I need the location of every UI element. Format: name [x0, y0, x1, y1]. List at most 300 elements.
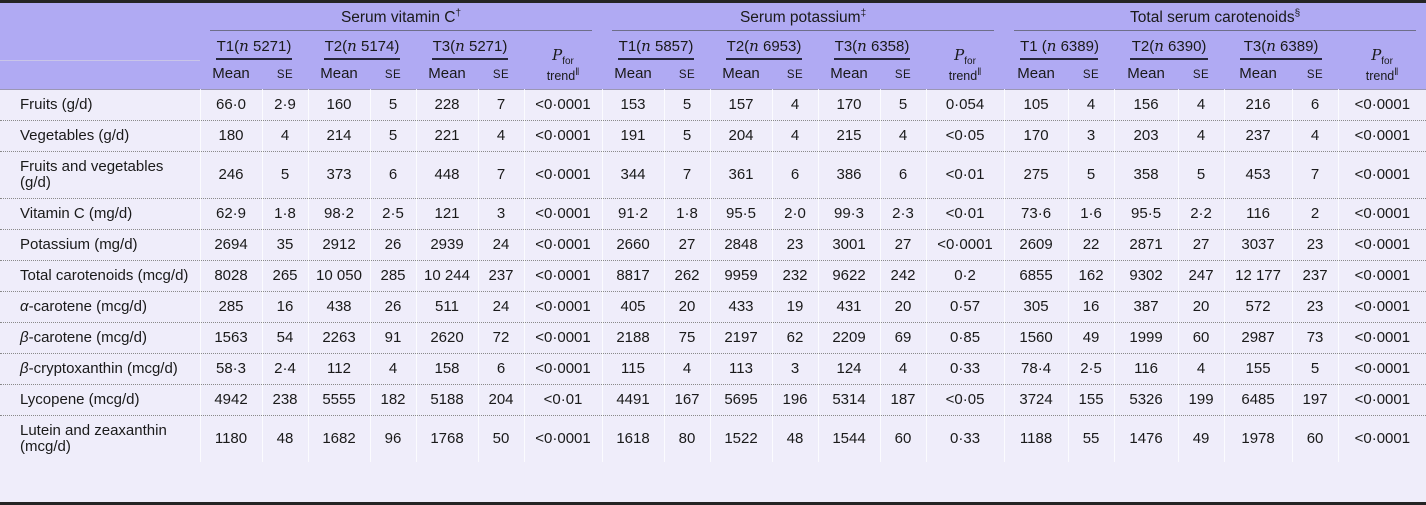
data-cell: 2·3	[880, 199, 926, 230]
data-cell: 16	[1068, 292, 1114, 323]
data-cell: 60	[1178, 323, 1224, 354]
mean-header: Mean	[1239, 65, 1277, 83]
data-cell: 285	[370, 261, 416, 292]
row-label	[0, 416, 200, 463]
data-cell: 24	[478, 230, 524, 261]
data-cell: 6	[370, 152, 416, 199]
se-header	[1178, 60, 1224, 90]
data-cell: 4	[664, 354, 710, 385]
row-label	[0, 354, 200, 385]
se-header	[262, 60, 308, 90]
data-cell: 7	[1292, 152, 1338, 199]
data-cell: 20	[880, 292, 926, 323]
data-cell: <0·0001	[1338, 292, 1426, 323]
data-cell: 20	[664, 292, 710, 323]
row-label	[0, 385, 200, 416]
table-row	[0, 121, 1426, 152]
tertile-label-pre: T2(	[726, 38, 750, 56]
data-cell: 1·6	[1068, 199, 1114, 230]
table-body	[0, 90, 1426, 463]
data-cell: <0·0001	[524, 261, 602, 292]
row-label-text: Lutein and zeaxanthin (mcg/d)	[20, 422, 167, 456]
data-cell: 98·2	[308, 199, 370, 230]
data-cell: 113	[710, 354, 772, 385]
table-row	[0, 261, 1426, 292]
table-row	[0, 323, 1426, 354]
data-cell: 0·054	[926, 90, 1004, 121]
mean-se-header-row	[0, 60, 1426, 90]
row-label	[0, 199, 200, 230]
row-label-text: -cryptoxanthin (mcg/d)	[28, 360, 178, 378]
tertile-label-n: 6389)	[1275, 38, 1319, 56]
data-cell: 170	[818, 90, 880, 121]
data-cell: 1188	[1004, 416, 1068, 463]
data-cell: 199	[1178, 385, 1224, 416]
data-cell: 26	[370, 292, 416, 323]
data-cell: 2848	[710, 230, 772, 261]
data-cell: 91	[370, 323, 416, 354]
data-cell: 196	[772, 385, 818, 416]
data-cell: 121	[416, 199, 478, 230]
data-cell: <0·0001	[926, 230, 1004, 261]
mean-header: Mean	[614, 65, 652, 83]
tertile-label-pre: T3(	[834, 38, 858, 56]
data-cell: 60	[1292, 416, 1338, 463]
data-cell: 105	[1004, 90, 1068, 121]
data-cell: <0·0001	[524, 416, 602, 463]
data-cell: 75	[664, 323, 710, 354]
data-cell: 242	[880, 261, 926, 292]
data-cell: 80	[664, 416, 710, 463]
data-cell: 215	[818, 121, 880, 152]
se-label: SE	[276, 69, 294, 82]
n-symbol: n	[857, 37, 867, 56]
data-cell: 275	[1004, 152, 1068, 199]
data-cell: 344	[602, 152, 664, 199]
data-cell: 4	[772, 121, 818, 152]
trend-label: trend	[948, 69, 978, 84]
se-header	[772, 60, 818, 90]
data-cell: 0·2	[926, 261, 1004, 292]
mean-header: Mean	[320, 65, 358, 83]
data-cell: 386	[818, 152, 880, 199]
data-cell: 7	[478, 152, 524, 199]
row-label-text: Total carotenoids (mcg/d)	[20, 267, 189, 285]
se-header	[664, 60, 710, 90]
data-cell: 2263	[308, 323, 370, 354]
p-sub-for: for	[964, 56, 976, 68]
data-cell: 1·8	[664, 199, 710, 230]
data-cell: <0·0001	[524, 230, 602, 261]
row-label	[0, 121, 200, 152]
se-header	[478, 60, 524, 90]
data-cell: 49	[1178, 416, 1224, 463]
data-cell: 66·0	[200, 90, 262, 121]
data-cell: 170	[1004, 121, 1068, 152]
data-cell: 73·6	[1004, 199, 1068, 230]
group-header-carotenoids	[1004, 3, 1426, 31]
data-cell: 5	[664, 121, 710, 152]
footnote-marker: ‖	[575, 66, 580, 78]
data-cell: 153	[602, 90, 664, 121]
data-cell: 8028	[200, 261, 262, 292]
tertile-label-n: 6389)	[1056, 38, 1099, 56]
data-cell: 6	[1292, 90, 1338, 121]
tertile-label-pre: T2(	[1131, 38, 1155, 56]
data-cell: 431	[818, 292, 880, 323]
data-cell: 5	[370, 121, 416, 152]
data-cell: 1560	[1004, 323, 1068, 354]
stub-header-cell	[0, 60, 200, 90]
data-cell: 2·5	[370, 199, 416, 230]
se-header	[1292, 60, 1338, 90]
data-cell: 204	[478, 385, 524, 416]
data-cell: 187	[880, 385, 926, 416]
tertile-header	[710, 31, 818, 60]
tertile-label-pre: T1(	[618, 38, 642, 56]
data-cell: 167	[664, 385, 710, 416]
tertile-header	[818, 31, 926, 60]
data-cell: 54	[262, 323, 308, 354]
n-symbol: n	[455, 37, 465, 56]
data-cell: 7	[478, 90, 524, 121]
data-cell: 2871	[1114, 230, 1178, 261]
data-cell: <0·0001	[1338, 261, 1426, 292]
n-symbol: n	[641, 37, 651, 56]
data-cell: 158	[416, 354, 478, 385]
tertile-header	[416, 31, 524, 60]
tertile-label-pre: T1 (	[1020, 38, 1047, 56]
data-cell: 0·85	[926, 323, 1004, 354]
data-cell: 1768	[416, 416, 478, 463]
data-cell: <0·0001	[1338, 385, 1426, 416]
data-cell: 62	[772, 323, 818, 354]
data-cell: <0·01	[524, 385, 602, 416]
group-title: Total serum carotenoids	[1130, 9, 1295, 27]
mean-header: Mean	[428, 65, 466, 83]
data-cell: 361	[710, 152, 772, 199]
data-cell: 5314	[818, 385, 880, 416]
data-cell: 3001	[818, 230, 880, 261]
row-label	[0, 292, 200, 323]
tertile-label-n: 5857)	[650, 38, 694, 56]
data-cell: 4942	[200, 385, 262, 416]
data-cell: 387	[1114, 292, 1178, 323]
row-label-text: -carotene (mcg/d)	[28, 298, 147, 316]
data-cell: 155	[1068, 385, 1114, 416]
data-cell: <0·0001	[1338, 354, 1426, 385]
p-sub-for: for	[1381, 56, 1393, 68]
data-cell: 448	[416, 152, 478, 199]
mean-header: Mean	[830, 65, 868, 83]
data-cell: 96	[370, 416, 416, 463]
se-label: SE	[384, 69, 402, 82]
data-cell: 55	[1068, 416, 1114, 463]
data-cell: 572	[1224, 292, 1292, 323]
p-for-trend-header	[926, 31, 1004, 90]
tertile-header	[602, 31, 710, 60]
tertile-header	[200, 31, 308, 60]
data-cell: 4	[370, 354, 416, 385]
data-cell: 2	[1292, 199, 1338, 230]
se-label: SE	[678, 69, 696, 82]
data-cell: 26	[370, 230, 416, 261]
data-cell: 62·9	[200, 199, 262, 230]
data-cell: 511	[416, 292, 478, 323]
data-cell: 6	[772, 152, 818, 199]
data-cell: 1522	[710, 416, 772, 463]
data-cell: 3037	[1224, 230, 1292, 261]
footnote-marker: †	[455, 8, 462, 19]
greek-letter: β	[20, 329, 29, 347]
data-cell: 9302	[1114, 261, 1178, 292]
data-cell: 162	[1068, 261, 1114, 292]
data-cell: 433	[710, 292, 772, 323]
se-label: SE	[1192, 69, 1210, 82]
data-cell: 23	[1292, 292, 1338, 323]
data-cell: 4	[1068, 90, 1114, 121]
tertile-label-pre: T1(	[216, 38, 240, 56]
tertile-label-n: 5271)	[248, 38, 292, 56]
data-cell: 8817	[602, 261, 664, 292]
data-cell: 2197	[710, 323, 772, 354]
se-header	[370, 60, 416, 90]
p-for-trend-header	[524, 31, 602, 90]
data-cell: 124	[818, 354, 880, 385]
n-symbol: n	[239, 37, 249, 56]
data-cell: 10 050	[308, 261, 370, 292]
data-cell: 1999	[1114, 323, 1178, 354]
data-cell: 160	[308, 90, 370, 121]
data-cell: 23	[1292, 230, 1338, 261]
data-cell: <0·0001	[1338, 199, 1426, 230]
data-cell: 221	[416, 121, 478, 152]
results-table	[0, 3, 1426, 462]
data-cell: 247	[1178, 261, 1224, 292]
footnote-marker: ‡	[860, 8, 867, 19]
tertile-header	[1004, 31, 1114, 60]
data-cell: 23	[772, 230, 818, 261]
data-cell: 204	[710, 121, 772, 152]
row-label	[0, 90, 200, 121]
data-cell: 237	[1224, 121, 1292, 152]
data-cell: 20	[1178, 292, 1224, 323]
data-cell: 91·2	[602, 199, 664, 230]
data-cell: 3	[772, 354, 818, 385]
tertile-label-pre: T2(	[324, 38, 348, 56]
data-cell: 5	[370, 90, 416, 121]
data-cell: 232	[772, 261, 818, 292]
row-label-text: Fruits (g/d)	[20, 96, 93, 114]
group-header-potassium	[602, 3, 1004, 31]
data-cell: 2660	[602, 230, 664, 261]
data-cell: 5	[1178, 152, 1224, 199]
trend-label: trend	[1365, 69, 1395, 84]
data-cell: 5555	[308, 385, 370, 416]
trend-label: trend	[546, 69, 576, 84]
p-sub-for: for	[562, 56, 574, 68]
data-cell: 228	[416, 90, 478, 121]
p-symbol: P	[954, 46, 965, 65]
data-cell: <0·0001	[524, 90, 602, 121]
se-label: SE	[492, 69, 510, 82]
data-cell: 1180	[200, 416, 262, 463]
table-row	[0, 230, 1426, 261]
data-cell: 112	[308, 354, 370, 385]
row-label-text: Lycopene (mcg/d)	[20, 391, 140, 409]
data-cell: 358	[1114, 152, 1178, 199]
data-cell: 69	[880, 323, 926, 354]
se-header	[1068, 60, 1114, 90]
se-label: SE	[1306, 69, 1324, 82]
data-cell: 5	[880, 90, 926, 121]
group-title: Serum vitamin C	[340, 9, 456, 27]
data-cell: 22	[1068, 230, 1114, 261]
data-cell: 262	[664, 261, 710, 292]
data-cell: 6	[478, 354, 524, 385]
data-cell: <0·0001	[524, 152, 602, 199]
data-cell: <0·0001	[1338, 90, 1426, 121]
se-label: SE	[894, 69, 912, 82]
data-cell: 6855	[1004, 261, 1068, 292]
data-cell: 60	[880, 416, 926, 463]
data-cell: 5	[1068, 152, 1114, 199]
data-cell: 2209	[818, 323, 880, 354]
data-cell: 1563	[200, 323, 262, 354]
tertile-label-n: 5174)	[356, 38, 400, 56]
data-cell: 3	[478, 199, 524, 230]
tertile-label-pre: T3(	[432, 38, 456, 56]
row-label-text: Potassium (mg/d)	[20, 236, 138, 254]
row-label-text: Vitamin C (mg/d)	[20, 205, 133, 223]
data-cell: 6485	[1224, 385, 1292, 416]
data-cell: <0·0001	[524, 199, 602, 230]
data-cell: 453	[1224, 152, 1292, 199]
data-cell: 1682	[308, 416, 370, 463]
n-symbol: n	[1046, 37, 1057, 56]
data-cell: 2609	[1004, 230, 1068, 261]
data-cell: 237	[1292, 261, 1338, 292]
data-cell: 4	[478, 121, 524, 152]
data-cell: 1476	[1114, 416, 1178, 463]
footnote-marker: §	[1294, 8, 1301, 19]
data-cell: 2694	[200, 230, 262, 261]
p-for-trend-header	[1338, 31, 1426, 90]
data-cell: 95·5	[1114, 199, 1178, 230]
data-cell: 405	[602, 292, 664, 323]
data-cell: 246	[200, 152, 262, 199]
data-cell: 5	[262, 152, 308, 199]
data-cell: 156	[1114, 90, 1178, 121]
data-cell: <0·0001	[1338, 416, 1426, 463]
data-cell: 4491	[602, 385, 664, 416]
data-cell: 265	[262, 261, 308, 292]
data-cell: 5326	[1114, 385, 1178, 416]
data-cell: 2·5	[1068, 354, 1114, 385]
greek-letter: α	[20, 298, 29, 316]
n-symbol: n	[749, 37, 759, 56]
data-cell: 2·4	[262, 354, 308, 385]
data-cell: 1544	[818, 416, 880, 463]
tertile-header-row	[0, 31, 1426, 60]
data-cell: 2912	[308, 230, 370, 261]
mean-header: Mean	[1127, 65, 1165, 83]
data-cell: 115	[602, 354, 664, 385]
data-cell: 78·4	[1004, 354, 1068, 385]
data-cell: 1·8	[262, 199, 308, 230]
data-cell: 16	[262, 292, 308, 323]
data-cell: 214	[308, 121, 370, 152]
data-cell: 4	[1178, 90, 1224, 121]
data-cell: 12 177	[1224, 261, 1292, 292]
data-cell: 2·0	[772, 199, 818, 230]
data-cell: 2188	[602, 323, 664, 354]
data-cell: 373	[308, 152, 370, 199]
row-label-text: -carotene (mcg/d)	[28, 329, 147, 347]
n-symbol: n	[347, 37, 357, 56]
data-cell: 73	[1292, 323, 1338, 354]
row-label-text: Fruits and vegetables (g/d)	[20, 158, 164, 192]
group-header-row	[0, 3, 1426, 31]
data-cell: 438	[308, 292, 370, 323]
data-cell: <0·0001	[1338, 121, 1426, 152]
table-row	[0, 385, 1426, 416]
data-cell: <0·01	[926, 199, 1004, 230]
data-cell: 2·2	[1178, 199, 1224, 230]
data-cell: 216	[1224, 90, 1292, 121]
data-cell: 72	[478, 323, 524, 354]
data-cell: <0·0001	[1338, 152, 1426, 199]
mean-header: Mean	[722, 65, 760, 83]
n-symbol: n	[1154, 37, 1164, 56]
data-cell: 4	[880, 121, 926, 152]
stub-header-cell	[0, 31, 200, 60]
tertile-label-n: 6358)	[866, 38, 910, 56]
se-label: SE	[1082, 69, 1100, 82]
data-cell: 48	[772, 416, 818, 463]
data-cell: 285	[200, 292, 262, 323]
data-cell: 27	[664, 230, 710, 261]
data-cell: 116	[1114, 354, 1178, 385]
data-cell: 5	[1292, 354, 1338, 385]
se-header	[880, 60, 926, 90]
data-cell: 99·3	[818, 199, 880, 230]
data-cell: 157	[710, 90, 772, 121]
data-cell: 27	[1178, 230, 1224, 261]
data-cell: 116	[1224, 199, 1292, 230]
table-row	[0, 354, 1426, 385]
data-cell: 2620	[416, 323, 478, 354]
data-cell: 1978	[1224, 416, 1292, 463]
data-cell: 237	[478, 261, 524, 292]
p-symbol: P	[1371, 46, 1382, 65]
data-cell: 58·3	[200, 354, 262, 385]
data-cell: 4	[262, 121, 308, 152]
data-cell: <0·0001	[1338, 230, 1426, 261]
data-cell: <0·05	[926, 385, 1004, 416]
data-cell: 19	[772, 292, 818, 323]
tertile-label-n: 6953)	[758, 38, 802, 56]
data-cell: 2·9	[262, 90, 308, 121]
data-cell: <0·05	[926, 121, 1004, 152]
footnote-marker: ‖	[1394, 66, 1399, 78]
data-cell: 10 244	[416, 261, 478, 292]
data-cell: 9959	[710, 261, 772, 292]
data-cell: 3724	[1004, 385, 1068, 416]
row-label	[0, 152, 200, 199]
row-label	[0, 323, 200, 354]
data-cell: 3	[1068, 121, 1114, 152]
